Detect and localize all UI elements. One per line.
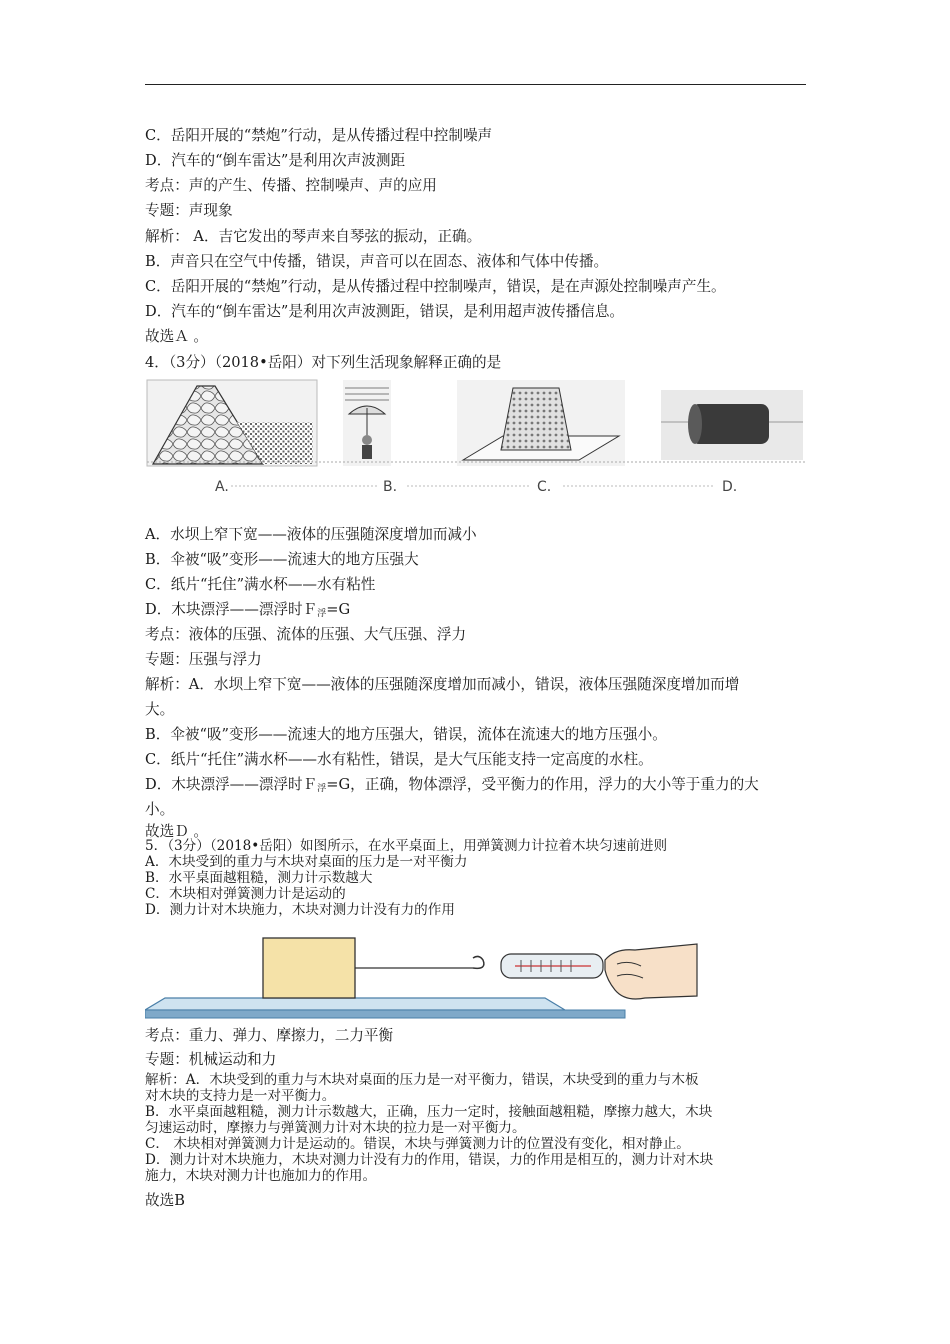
q4-option-c: C．纸片“托住”满水杯——水有粘性 (145, 576, 376, 593)
q4-answer: 故选Ｄ 。 (145, 823, 209, 840)
q5-option-d: D．测力计对木块施力，木块对测力计没有力的作用 (145, 902, 455, 918)
fig-label-b: B. (383, 479, 398, 495)
dam-icon (147, 380, 317, 466)
q4-option-a: A．水坝上窄下宽——液体的压强随深度增加而减小 (145, 526, 477, 543)
q3-zhuanti: 专题：声现象 (145, 202, 233, 219)
q3-jiexi-a: 解析： A．吉它发出的琴声来自琴弦的振动，正确。 (145, 228, 482, 245)
q3-answer: 故选Ａ 。 (145, 328, 209, 345)
q4-jiexi-d1-sub: 浮 (317, 784, 327, 794)
q4-jiexi-b: B．伞被“吸”变形——流速大的地方压强大，错误，流体在流速大的地方压强小。 (145, 726, 667, 743)
q5-stem: 5．（3分）（2018•岳阳）如图所示，在水平桌面上，用弹簧测力计拉着木块匀速前进则 (145, 838, 668, 854)
hand-icon (605, 944, 697, 999)
q3-kaodian: 考点：声的产生、传播、控制噪声、声的应用 (145, 177, 437, 194)
q5-option-a: A．木块受到的重力与木块对桌面的压力是一对平衡力 (145, 854, 468, 870)
q4-option-d-sub: 浮 (317, 609, 327, 619)
fig-label-a: A. (215, 479, 229, 495)
q5-jiexi-a1: 解析：A．木块受到的重力与木块对桌面的压力是一对平衡力，错误，木块受到的重力与木板 (145, 1072, 699, 1088)
table-icon (145, 998, 625, 1018)
q5-option-c: C．木块相对弹簧测力计是运动的 (145, 886, 346, 902)
umbrella-icon (343, 380, 391, 466)
header-rule (145, 84, 806, 85)
q4-jiexi-d2: 小。 (145, 801, 175, 818)
q4-option-d (145, 601, 350, 623)
q4-jiexi-a2: 大。 (145, 701, 175, 718)
q5-jiexi-b1: B．水平桌面越粗糙，测力计示数越大，正确，压力一定时，接触面越粗糙，摩擦力越大，木块 (145, 1104, 713, 1120)
wood-block-icon (661, 390, 803, 460)
wood-block-icon (263, 938, 355, 998)
q4-figure (145, 378, 807, 498)
q4-stem: 4．（3分）（2018•岳阳）对下列生活现象解释正确的是 (145, 354, 502, 371)
q4-jiexi-d1 (145, 776, 759, 798)
q4-option-b: B．伞被“吸”变形——流速大的地方压强大 (145, 551, 419, 568)
q5-jiexi-d1: D．测力计对木块施力，木块对测力计没有力的作用，错误，力的作用是相互的，测力计对木块 (145, 1152, 714, 1168)
q4-jiexi-a1: 解析：A．水坝上窄下宽——液体的压强随深度增加而减小，错误，液体压强随深度增加而增 (145, 676, 740, 693)
q5-jiexi-b2: 匀速运动时，摩擦力与弹簧测力计对木块的拉力是一对平衡力。 (145, 1120, 526, 1136)
fig-label-d: D. (722, 479, 738, 495)
q3-jiexi-d: D．汽车的“倒车雷达”是利用次声波测距，错误，是利用超声波传播信息。 (145, 303, 625, 320)
hook-icon (473, 956, 484, 968)
q5-zhuanti: 专题：机械运动和力 (145, 1051, 277, 1068)
q4-jiexi-d1-pre: D．木块漂浮——漂浮时Ｆ (145, 776, 318, 793)
q3-jiexi-b: B．声音只在空气中传播，错误，声音可以在固态、液体和气体中传播。 (145, 253, 609, 270)
q5-answer: 故选B (145, 1192, 185, 1209)
q3-option-c: C．岳阳开展的“禁炮”行动，是从传播过程中控制噪声 (145, 127, 493, 144)
q3-option-d: D．汽车的“倒车雷达”是利用次声波测距 (145, 152, 406, 169)
q5-kaodian: 考点：重力、弹力、摩擦力，二力平衡 (145, 1027, 394, 1044)
q5-option-b: B．水平桌面越粗糙，测力计示数越大 (145, 870, 373, 886)
q4-kaodian: 考点：液体的压强、流体的压强、大气压强、浮力 (145, 626, 467, 643)
q4-option-d-pre: D．木块漂浮——漂浮时Ｆ (145, 601, 318, 618)
q4-jiexi-d1-post: =G，正确，物体漂浮，受平衡力的作用，浮力的大小等于重力的大 (326, 776, 759, 793)
fig-label-c: C. (537, 479, 552, 495)
spring-scale-icon (501, 954, 603, 978)
q5-figure (145, 930, 705, 1020)
q4-zhuanti: 专题：压强与浮力 (145, 651, 262, 668)
q4-jiexi-c: C．纸片“托住”满水杯——水有粘性，错误，是大气压能支持一定高度的水柱。 (145, 751, 653, 768)
q4-option-d-post: =G (326, 601, 351, 618)
q5-jiexi-c: C． 木块相对弹簧测力计是运动的。错误，木块与弹簧测力计的位置没有变化，相对静止。 (145, 1136, 690, 1152)
cup-icon (457, 380, 625, 466)
q3-jiexi-c: C．岳阳开展的“禁炮”行动，是从传播过程中控制噪声，错误，是在声源处控制噪声产生。 (145, 278, 726, 295)
q5-jiexi-a2: 对木块的支持力是一对平衡力。 (145, 1088, 336, 1104)
q5-jiexi-d2: 施力，木块对测力计也施加力的作用。 (145, 1168, 377, 1184)
